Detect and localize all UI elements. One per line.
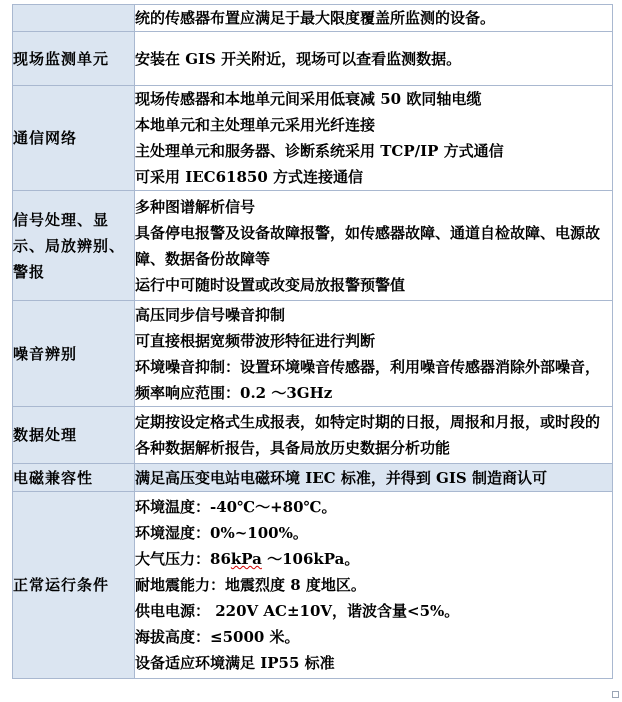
row-label-signal: 信号处理、显示、局放辨别、警报 — [13, 191, 135, 301]
content-line: 运行中可随时设置或改变局放报警预警值 — [135, 275, 406, 294]
content-line: 多种图谱解析信号 — [135, 197, 256, 216]
content-line: 本地单元和主处理单元采用光纤连接 — [135, 116, 376, 134]
content-line: 主处理单元和服务器、诊断系统采用 TCP/IP 方式通信 — [135, 142, 504, 160]
row-label-operating-conditions: 正常运行条件 — [13, 492, 135, 679]
table-end-marker — [612, 691, 619, 698]
table-row-operating-conditions — [13, 492, 613, 679]
content-line: 可采用 IEC61850 方式连接通信 — [135, 168, 364, 186]
table-row-emc — [13, 464, 613, 492]
content-line: 现场传感器和本地单元间采用低衰减 50 欧同轴电缆 — [135, 90, 482, 108]
table-row-noise — [13, 301, 613, 407]
content-line: 统的传感器布置应满足于最大限度覆盖所监测的设备。 — [135, 9, 496, 27]
content-line: 海拔高度：≤5000 米。 — [135, 628, 300, 646]
row-content-top — [135, 5, 613, 32]
content-line: 可直接根据宽频带波形特征进行判断 — [135, 331, 376, 350]
content-line: 耐地震能力：地震烈度 8 度地区。 — [135, 576, 366, 594]
row-content-noise — [135, 301, 613, 407]
content-line: 安装在 GIS 开关附近，现场可以查看监测数据。 — [135, 49, 462, 68]
table-row-field-unit — [13, 32, 613, 86]
row-label-noise: 噪音辨别 — [13, 301, 135, 407]
table-row-network — [13, 86, 613, 191]
content-line: 定期按设定格式生成报表，如特定时期的日报，周报和月报，或时段的各种数据解析报告，具备局放历史数据分析功能 — [135, 413, 601, 457]
content-line: 环境温度：-40℃～+80℃。 — [135, 498, 337, 516]
content-line: 环境噪音抑制：设置环境噪音传感器，利用噪音传感器消除外部噪音，频率响应范围：0.2 ～3GHz — [135, 357, 601, 402]
content-line: 环境湿度：0%~100%。 — [135, 524, 308, 542]
row-label-field-unit: 现场监测单元 — [13, 32, 135, 86]
row-label-data-processing: 数据处理 — [13, 407, 135, 464]
content-line: 高压同步信号噪音抑制 — [135, 305, 286, 324]
row-label-empty — [13, 5, 135, 32]
content-line: 具备停电报警及设备故障报警，如传感器故障、通道自检故障、电源故障、数据备份故障等 — [135, 223, 601, 268]
content-line: 供电电源： 220V AC±10V，谐波含量<5%。 — [135, 602, 460, 620]
row-content-data-processing — [135, 407, 613, 464]
spellcheck-underline: kPa — [230, 550, 262, 568]
row-content-signal — [135, 191, 613, 301]
spec-table — [12, 4, 613, 679]
content-line: 满足高压变电站电磁环境 IEC 标准，并得到 GIS 制造商认可 — [135, 468, 547, 487]
content-line-pressure: 大气压力：86kPa ～106kPa。 — [135, 550, 360, 568]
row-label-emc: 电磁兼容性 — [13, 464, 135, 492]
table-row-signal — [13, 191, 613, 301]
row-content-field-unit — [135, 32, 613, 86]
row-label-network: 通信网络 — [13, 86, 135, 191]
row-content-emc — [135, 464, 613, 492]
content-line: 设备适应环境满足 IP55 标准 — [135, 654, 335, 672]
row-content-network — [135, 86, 613, 191]
table-row-data-processing — [13, 407, 613, 464]
table-row-top — [13, 5, 613, 32]
row-content-operating-conditions — [135, 492, 613, 679]
